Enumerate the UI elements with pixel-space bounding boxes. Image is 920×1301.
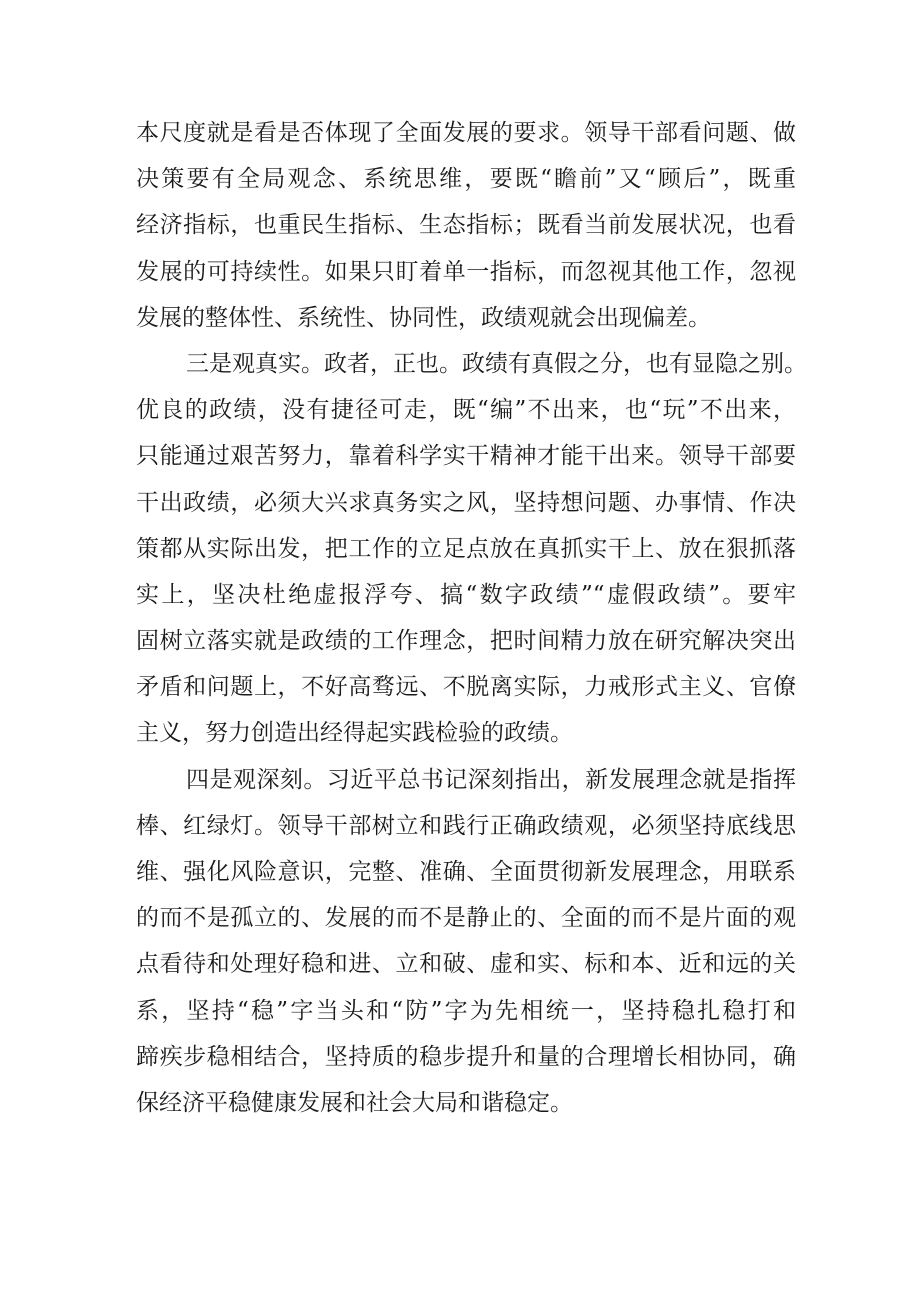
text-line: 本尺度就是看是否体现了全面发展的要求。领导干部看问题、做 bbox=[136, 120, 796, 146]
text-line: 蹄疾步稳相结合，坚持质的稳步提升和量的合理增长相协同，确 bbox=[136, 1043, 796, 1070]
text-line: 经济指标，也重民生指标、生态指标；既看当前发展状况，也看 bbox=[136, 212, 796, 239]
text-line: 发展的可持续性。如果只盯着单一指标，而忽视其他工作，忽视 bbox=[136, 258, 796, 285]
text-line: 的而不是孤立的、发展的而不是静止的、全面的而不是片面的观 bbox=[136, 905, 796, 932]
text-line: 主义，努力创造出经得起实践检验的政绩。 bbox=[136, 720, 573, 747]
text-line: 策都从实际出发，把工作的立足点放在真抓实干上、放在狠抓落 bbox=[136, 535, 796, 562]
text-line: 实上，坚决杜绝虚报浮夸、搞“数字政绩”“虚假政绩”。要牢 bbox=[136, 581, 796, 608]
text-line: 系，坚持“稳”字当头和“防”字为先相统一，坚持稳扎稳打和 bbox=[136, 997, 796, 1024]
text-line: 点看待和处理好稳和进、立和破、虚和实、标和本、近和远的关 bbox=[136, 951, 796, 978]
paragraph-3 bbox=[136, 757, 796, 1127]
document-body bbox=[136, 110, 807, 1126]
text-line: 保经济平稳健康发展和社会大局和谐稳定。 bbox=[136, 1089, 573, 1116]
paragraph-2 bbox=[136, 341, 807, 757]
text-line: 发展的整体性、系统性、协同性，政绩观就会出现偏差。 bbox=[136, 304, 711, 331]
text-line: 维、强化风险意识，完整、准确、全面贯彻新发展理念，用联系 bbox=[136, 859, 796, 885]
text-line: 三是观真实。政者，正也。政绩有真假之分，也有显隐之别。 bbox=[186, 350, 807, 377]
paragraph-1 bbox=[136, 110, 796, 341]
text-line: 固树立落实就是政绩的工作理念，把时间精力放在研究解决突出 bbox=[136, 628, 796, 655]
text-line: 决策要有全局观念、系统思维，要既“瞻前”又“顾后”，既重 bbox=[136, 166, 796, 193]
text-line: 干出政绩，必须大兴求真务实之风，坚持想问题、办事情、作决 bbox=[136, 489, 796, 516]
text-line: 只能通过艰苦努力，靠着科学实干精神才能干出来。领导干部要 bbox=[136, 443, 796, 470]
text-line: 四是观深刻。习近平总书记深刻指出，新发展理念就是指挥 bbox=[186, 766, 796, 793]
text-line: 矛盾和问题上，不好高骛远、不脱离实际，力戒形式主义、官僚 bbox=[136, 674, 796, 701]
text-line: 棒、红绿灯。领导干部树立和践行正确政绩观，必须坚持底线思 bbox=[136, 812, 796, 839]
text-line: 优良的政绩，没有捷径可走，既“编”不出来，也“玩”不出来， bbox=[136, 397, 796, 424]
